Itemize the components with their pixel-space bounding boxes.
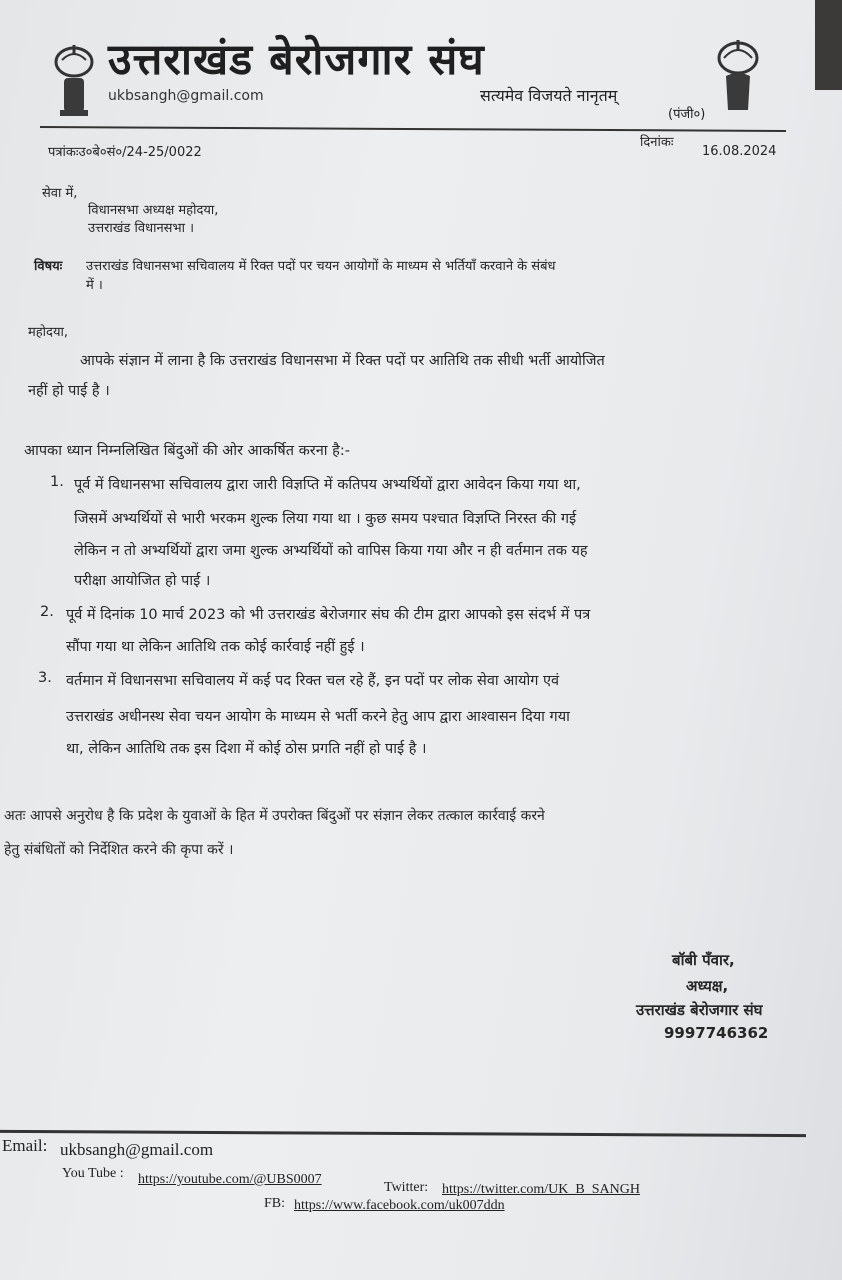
- point-3-line-1: वर्तमान में विधानसभा सचिवालय में कई पद रिक्त चल रहे हैं, इन पदों पर लोक सेवा आयोग एवं: [66, 673, 560, 689]
- youtube-link[interactable]: https://youtube.com/@UBS0007: [138, 1172, 322, 1187]
- header-rule: [40, 126, 786, 132]
- point-1-line-4: परीक्षा आयोजित हो पाई ।: [74, 573, 211, 589]
- signatory-designation: अध्यक्ष,: [686, 977, 729, 995]
- subject-line-1: उत्तराखंड विधानसभा सचिवालय में रिक्त पदों पर चयन आयोगों के माध्यम से भर्तियाँ करवाने के संबंध: [86, 259, 556, 274]
- footer-rule: [0, 1130, 806, 1137]
- subject-label: विषयः: [34, 259, 63, 274]
- point-1-line-2: जिसमें अभ्यर्थियों से भारी भरकम शुल्क लिया गया था । कुछ समय पश्चात विज्ञप्ति निरस्त की गई: [74, 511, 577, 527]
- motto: सत्यमेव विजयते नानृतम्: [480, 86, 618, 105]
- point-2-line-2: सौंपा गया था लेकिन आतिथि तक कोई कार्रवाई नहीं हुई ।: [66, 639, 365, 655]
- greeting: महोदया,: [28, 325, 68, 340]
- signatory-phone: 9997746362: [664, 1024, 769, 1042]
- left-emblem-icon: [48, 40, 100, 120]
- subject-line-2: में ।: [86, 278, 103, 293]
- fb-label: FB:: [264, 1196, 286, 1211]
- point-3-line-3: था, लेकिन आतिथि तक इस दिशा में कोई ठोस प्रगति नहीं हो पाई है ।: [66, 741, 427, 757]
- point-2-line-1: पूर्व में दिनांक 10 मार्च 2023 को भी उत्तराखंड बेरोजगार संघ की टीम द्वारा आपको इस संदर्भ में पत्र: [66, 607, 591, 623]
- facebook-link[interactable]: https://www.facebook.com/uk007ddn: [294, 1198, 505, 1213]
- intro-line-1: आपके संज्ञान में लाना है कि उत्तराखंड विधानसभा में रिक्त पदों पर आतिथि तक सीधी भर्ती आयोजित: [80, 353, 605, 369]
- letter-number: पत्रांकःउ०बे०सं०/24-25/0022: [48, 145, 202, 160]
- point-number: 3.: [38, 670, 52, 686]
- attention-line: आपका ध्यान निम्नलिखित बिंदुओं की ओर आकर्षित करना है:-: [24, 443, 350, 459]
- letter-date: 16.08.2024: [702, 144, 777, 159]
- youtube-label: You Tube :: [62, 1166, 124, 1181]
- recipient-line-1: विधानसभा अध्यक्ष महोदया,: [88, 203, 219, 218]
- signatory-organization: उत्तराखंड बेरोजगार संघ: [636, 1001, 763, 1019]
- point-1-line-1: पूर्व में विधानसभा सचिवालय द्वारा जारी विज्ञप्ति में कतिपय अभ्यर्थियों द्वारा आवेदन किया गया था,: [74, 477, 581, 493]
- point-number: 2.: [40, 604, 54, 620]
- twitter-label: Twitter:: [384, 1180, 429, 1195]
- twitter-link[interactable]: https://twitter.com/UK_B_SANGH: [442, 1182, 640, 1197]
- background-edge: [815, 0, 842, 90]
- salutation-to: सेवा में,: [42, 186, 78, 201]
- header-email: ukbsangh@gmail.com: [108, 88, 264, 104]
- point-number: 1.: [50, 474, 64, 490]
- request-line-1: अतः आपसे अनुरोध है कि प्रदेश के युवाओं के हित में उपरोक्त बिंदुओं पर संज्ञान लेकर तत्काल कार्रवाई करने: [4, 808, 545, 824]
- point-1-line-3: लेकिन न तो अभ्यर्थियों द्वारा जमा शुल्क अभ्यर्थियों को वापिस किया गया और न ही वर्तमान तक यह: [74, 543, 588, 559]
- point-3-line-2: उत्तराखंड अधीनस्थ सेवा चयन आयोग के माध्यम से भर्ती करने हेतु आप द्वारा आश्वासन दिया गया: [66, 709, 570, 725]
- footer-email[interactable]: ukbsangh@gmail.com: [60, 1140, 214, 1159]
- date-label: दिनांकः: [640, 135, 674, 150]
- right-emblem-icon: [712, 36, 764, 116]
- intro-line-2: नहीं हो पाई है ।: [28, 383, 110, 399]
- footer-email-label: Email:: [2, 1136, 48, 1155]
- organization-title: उत्तराखंड बेरोजगार संघ: [108, 35, 485, 85]
- request-line-2: हेतु संबंधितों को निर्देशित करने की कृपा करें ।: [4, 842, 234, 858]
- signatory-name: बॉबी पँवार,: [672, 951, 735, 969]
- registration-mark: (पंजी०): [668, 107, 706, 122]
- recipient-line-2: उत्तराखंड विधानसभा ।: [88, 221, 195, 236]
